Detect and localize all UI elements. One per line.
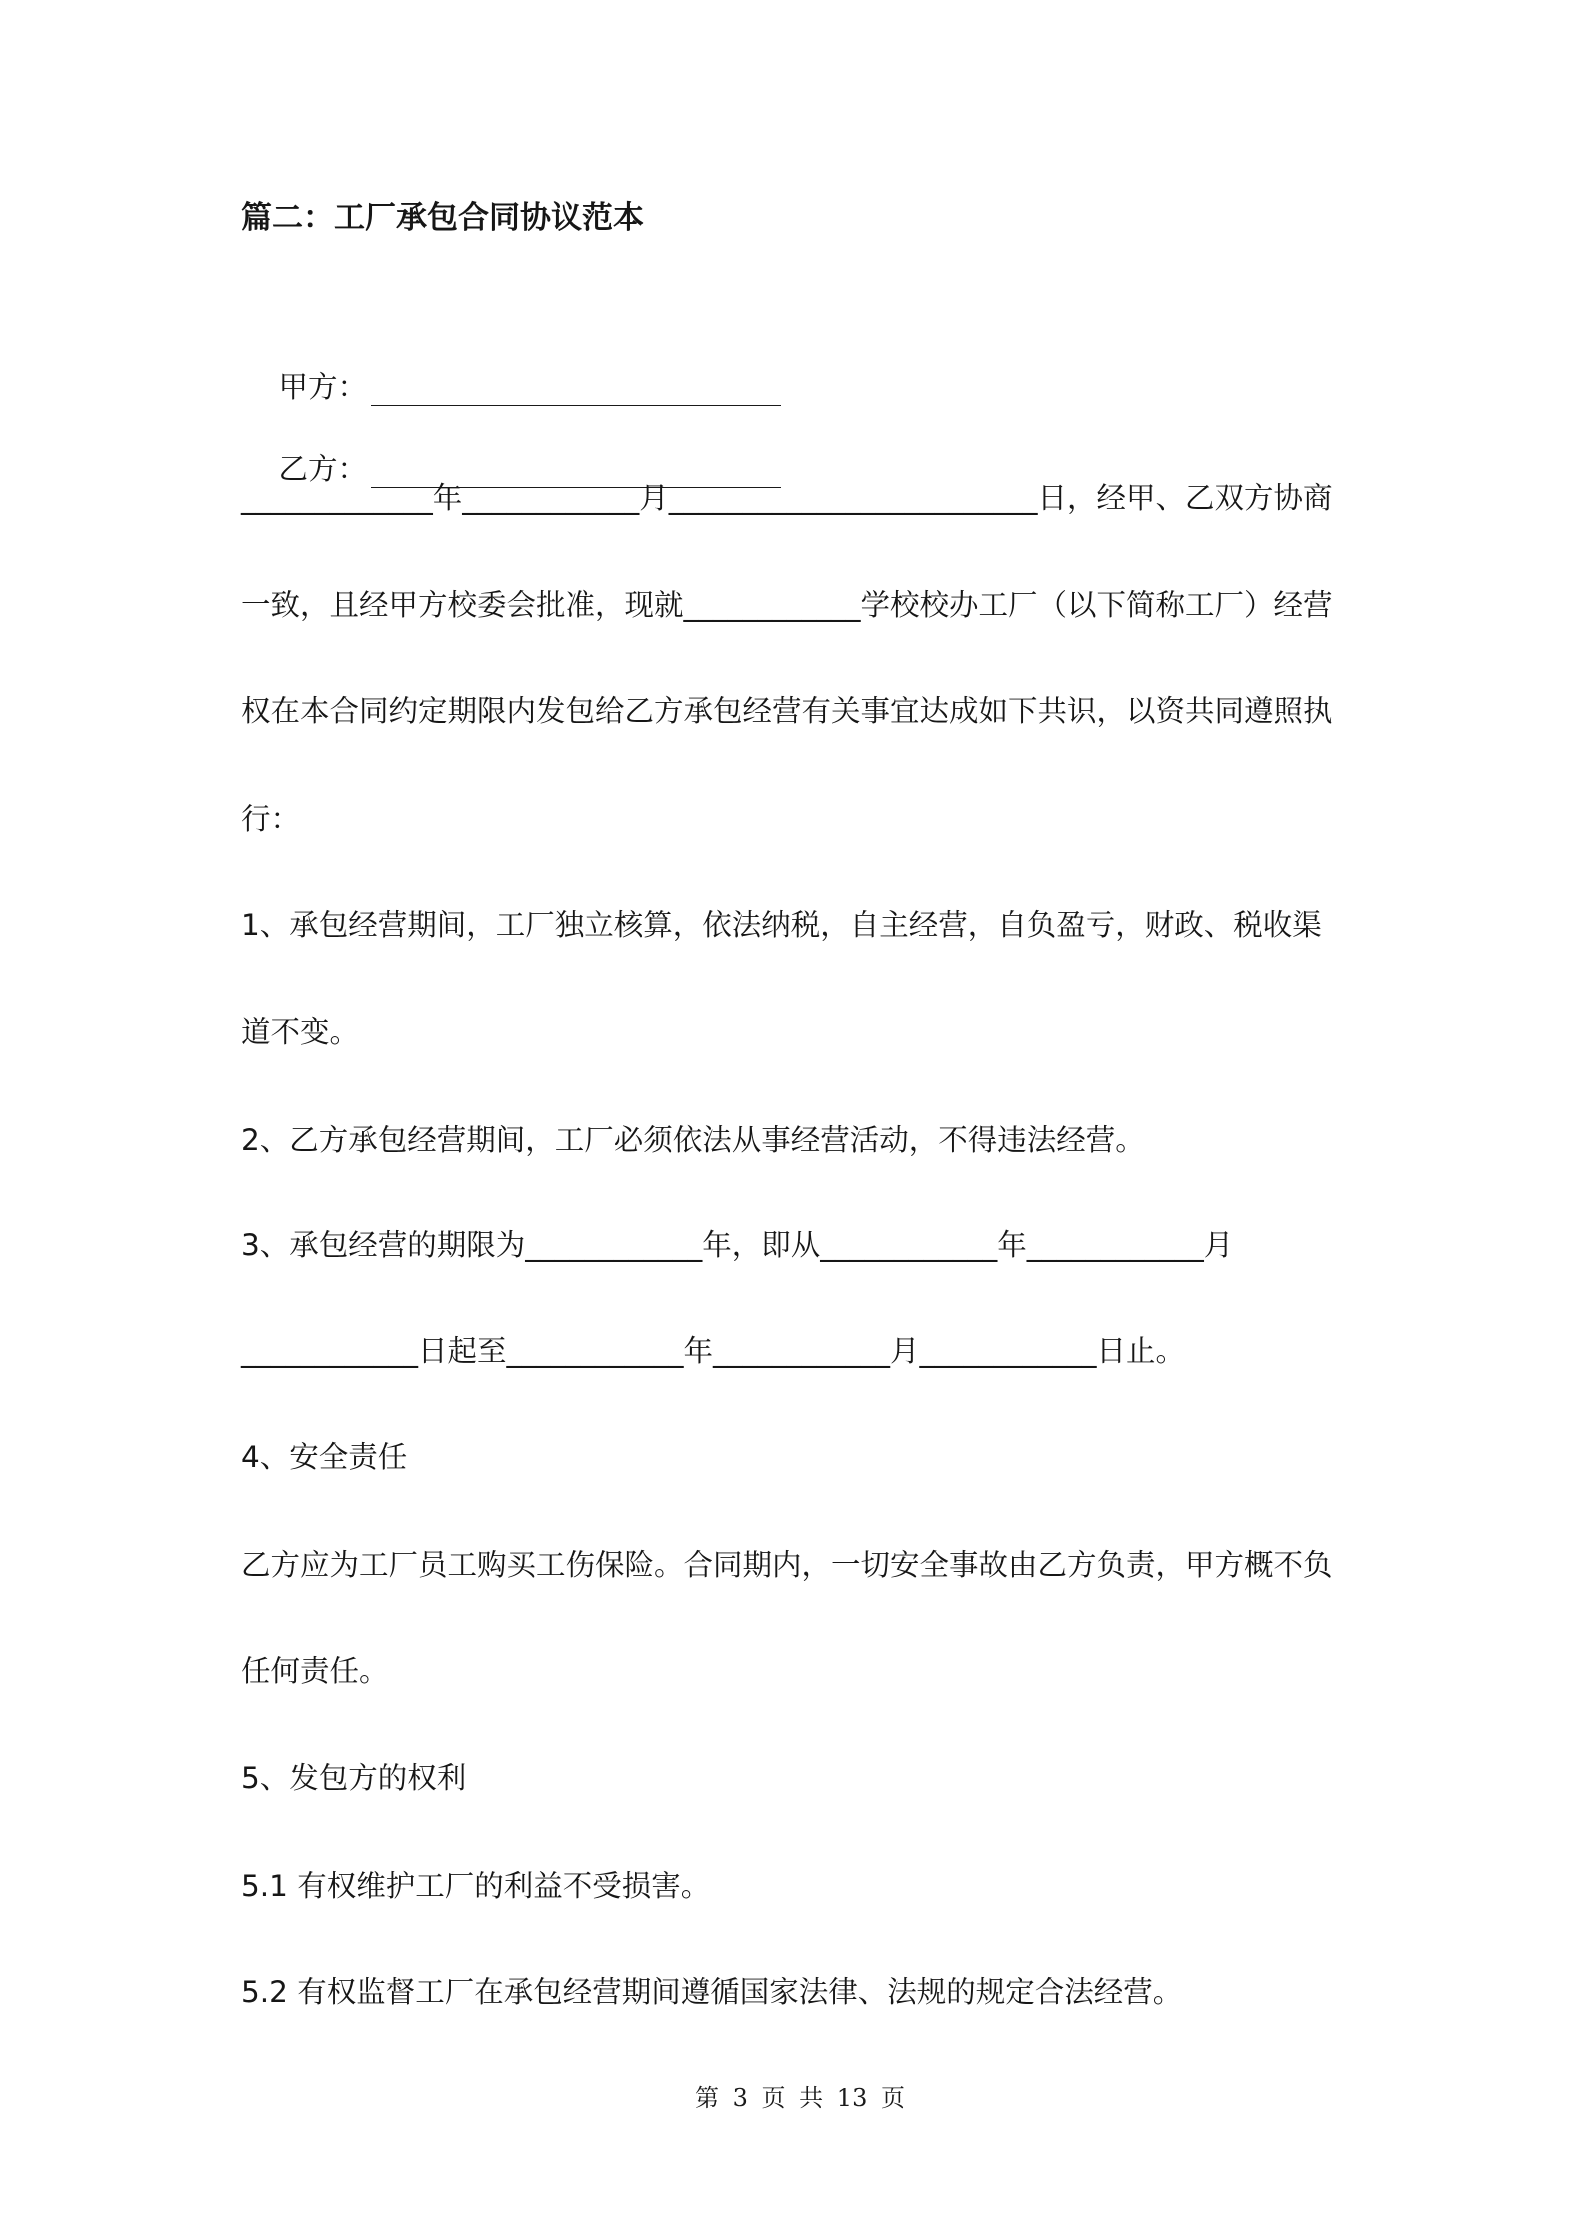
- clause-5-heading: 5、发包方的权利: [241, 1761, 467, 1795]
- party-b-row: [241, 409, 781, 486]
- clause-3-line: ____________日起至____________年____________月____________日止。: [241, 1334, 1186, 1368]
- clause-4-heading: 4、安全责任: [241, 1440, 408, 1474]
- party-a-blank-field: [371, 367, 781, 406]
- clause-5-1-item: 5.1 有权维护工厂的利益不受损害。: [241, 1869, 711, 1903]
- party-a-label: 甲方：: [278, 370, 368, 404]
- preamble-line: 行：: [241, 802, 301, 836]
- clause-1-line: 1、承包经营期间，工厂独立核算，依法纳税，自主经营，自负盈亏，财政、税收渠: [241, 908, 1322, 942]
- clause-4-line: 乙方应为工厂员工购买工伤保险。合同期内，一切安全事故由乙方负责，甲方概不负: [241, 1548, 1333, 1582]
- preamble-line: _____________年____________月_________________________日，经甲、乙双方协商: [241, 481, 1333, 515]
- clause-5-2-item: 5.2 有权监督工厂在承包经营期间遵循国家法律、法规的规定合法经营。: [241, 1975, 1183, 2009]
- preamble-line: 一致，且经甲方校委会批准，现就____________学校校办工厂（以下简称工厂）经营: [241, 588, 1333, 622]
- document-title: 篇二：工厂承包合同协议范本: [241, 200, 644, 236]
- clause-3-line: 3、承包经营的期限为____________年，即从____________年____________月: [241, 1228, 1234, 1262]
- preamble-line: 权在本合同约定期限内发包给乙方承包经营有关事宜达成如下共识，以资共同遵照执: [241, 694, 1333, 728]
- party-b-label: 乙方：: [278, 452, 368, 486]
- clause-4-line: 任何责任。: [241, 1654, 389, 1688]
- clause-1-line: 道不变。: [241, 1015, 360, 1049]
- page-number-footer: 第 3 页 共 13 页: [695, 2084, 905, 2112]
- party-a-row: [241, 327, 781, 404]
- clause-2-line: 2、乙方承包经营期间，工厂必须依法从事经营活动，不得违法经营。: [241, 1123, 1145, 1157]
